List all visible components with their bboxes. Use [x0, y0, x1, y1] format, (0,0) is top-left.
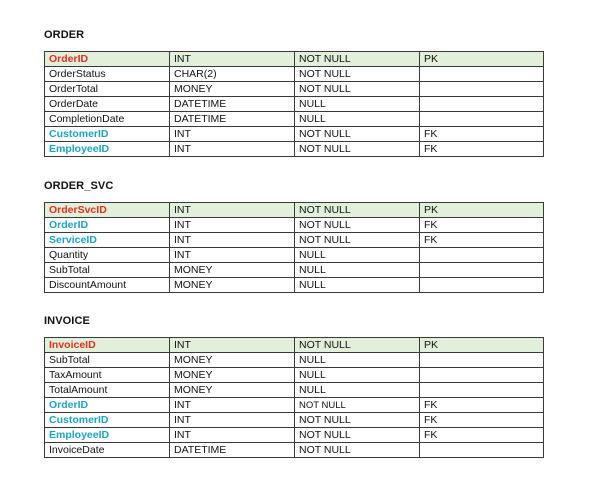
key-cell: FK: [420, 428, 544, 443]
invoice-table: [44, 337, 544, 458]
data-type-cell: INT: [170, 203, 295, 218]
column-name-cell: OrderSvcID: [45, 203, 170, 218]
key-cell: FK: [420, 233, 544, 248]
data-type-cell: INT: [170, 428, 295, 443]
table-row: [45, 398, 544, 413]
nullability-cell: NULL: [295, 112, 420, 127]
column-name-cell: OrderTotal: [45, 82, 170, 97]
column-name-cell: OrderStatus: [45, 67, 170, 82]
key-cell: PK: [420, 203, 544, 218]
nullability-cell: NULL: [295, 368, 420, 383]
data-type-cell: DATETIME: [170, 97, 295, 112]
table-row: [45, 233, 544, 248]
nullability-cell: NULL: [295, 263, 420, 278]
column-name-cell: CustomerID: [45, 413, 170, 428]
key-cell: [420, 383, 544, 398]
data-type-cell: MONEY: [170, 368, 295, 383]
data-type-cell: MONEY: [170, 278, 295, 293]
table-row: [45, 67, 544, 82]
column-name-cell: SubTotal: [45, 353, 170, 368]
nullability-cell: NOT NULL: [295, 52, 420, 67]
table-row: [45, 203, 544, 218]
order-svc-table-title: ORDER_SVC: [44, 180, 114, 192]
nullability-cell: NOT NULL: [295, 338, 420, 353]
nullability-cell: NULL: [295, 248, 420, 263]
column-name-cell: ServiceID: [45, 233, 170, 248]
table-row: [45, 368, 544, 383]
key-cell: FK: [420, 142, 544, 157]
table-row: [45, 248, 544, 263]
nullability-cell: NOT NULL: [295, 443, 420, 458]
data-type-cell: INT: [170, 218, 295, 233]
data-type-cell: CHAR(2): [170, 67, 295, 82]
invoice-table-title: INVOICE: [44, 315, 90, 327]
column-name-cell: TotalAmount: [45, 383, 170, 398]
column-name-cell: InvoiceDate: [45, 443, 170, 458]
table-row: [45, 443, 544, 458]
column-name-cell: EmployeeID: [45, 428, 170, 443]
nullability-cell: NOT NULL: [295, 203, 420, 218]
nullability-cell: NULL: [295, 383, 420, 398]
nullability-cell: NOT NULL: [295, 398, 420, 413]
column-name-cell: EmployeeID: [45, 142, 170, 157]
key-cell: [420, 443, 544, 458]
table-row: [45, 82, 544, 97]
column-name-cell: SubTotal: [45, 263, 170, 278]
table-row: [45, 218, 544, 233]
key-cell: FK: [420, 413, 544, 428]
table-row: [45, 97, 544, 112]
order-table: [44, 51, 544, 157]
nullability-cell: NULL: [295, 97, 420, 112]
column-name-cell: TaxAmount: [45, 368, 170, 383]
key-cell: PK: [420, 338, 544, 353]
data-type-cell: DATETIME: [170, 112, 295, 127]
nullability-cell: NOT NULL: [295, 413, 420, 428]
key-cell: PK: [420, 52, 544, 67]
nullability-cell: NOT NULL: [295, 218, 420, 233]
data-type-cell: INT: [170, 233, 295, 248]
table-row: [45, 112, 544, 127]
column-name-cell: OrderID: [45, 398, 170, 413]
nullability-cell: NOT NULL: [295, 142, 420, 157]
column-name-cell: OrderID: [45, 52, 170, 67]
data-type-cell: INT: [170, 52, 295, 67]
column-name-cell: Quantity: [45, 248, 170, 263]
column-name-cell: OrderID: [45, 218, 170, 233]
table-row: [45, 278, 544, 293]
data-type-cell: INT: [170, 248, 295, 263]
data-type-cell: MONEY: [170, 353, 295, 368]
key-cell: [420, 353, 544, 368]
data-type-cell: INT: [170, 127, 295, 142]
key-cell: FK: [420, 218, 544, 233]
column-name-cell: InvoiceID: [45, 338, 170, 353]
table-row: [45, 353, 544, 368]
order-svc-table: [44, 202, 544, 293]
data-type-cell: INT: [170, 413, 295, 428]
data-type-cell: INT: [170, 142, 295, 157]
table-row: [45, 413, 544, 428]
table-row: [45, 142, 544, 157]
key-cell: [420, 278, 544, 293]
data-type-cell: INT: [170, 338, 295, 353]
data-type-cell: MONEY: [170, 383, 295, 398]
nullability-cell: NULL: [295, 278, 420, 293]
data-type-cell: DATETIME: [170, 443, 295, 458]
data-type-cell: INT: [170, 398, 295, 413]
key-cell: [420, 82, 544, 97]
order-table-title: ORDER: [44, 29, 85, 41]
table-row: [45, 428, 544, 443]
key-cell: [420, 67, 544, 82]
data-type-cell: MONEY: [170, 263, 295, 278]
column-name-cell: OrderDate: [45, 97, 170, 112]
key-cell: FK: [420, 127, 544, 142]
nullability-cell: NOT NULL: [295, 428, 420, 443]
table-row: [45, 263, 544, 278]
key-cell: [420, 97, 544, 112]
nullability-cell: NULL: [295, 353, 420, 368]
column-name-cell: CustomerID: [45, 127, 170, 142]
key-cell: [420, 263, 544, 278]
key-cell: [420, 112, 544, 127]
nullability-cell: NOT NULL: [295, 127, 420, 142]
table-row: [45, 127, 544, 142]
column-name-cell: DiscountAmount: [45, 278, 170, 293]
nullability-cell: NOT NULL: [295, 82, 420, 97]
nullability-cell: NOT NULL: [295, 67, 420, 82]
column-name-cell: CompletionDate: [45, 112, 170, 127]
key-cell: [420, 368, 544, 383]
table-row: [45, 383, 544, 398]
key-cell: FK: [420, 398, 544, 413]
table-row: [45, 338, 544, 353]
key-cell: [420, 248, 544, 263]
data-type-cell: MONEY: [170, 82, 295, 97]
nullability-cell: NOT NULL: [295, 233, 420, 248]
table-row: [45, 52, 544, 67]
